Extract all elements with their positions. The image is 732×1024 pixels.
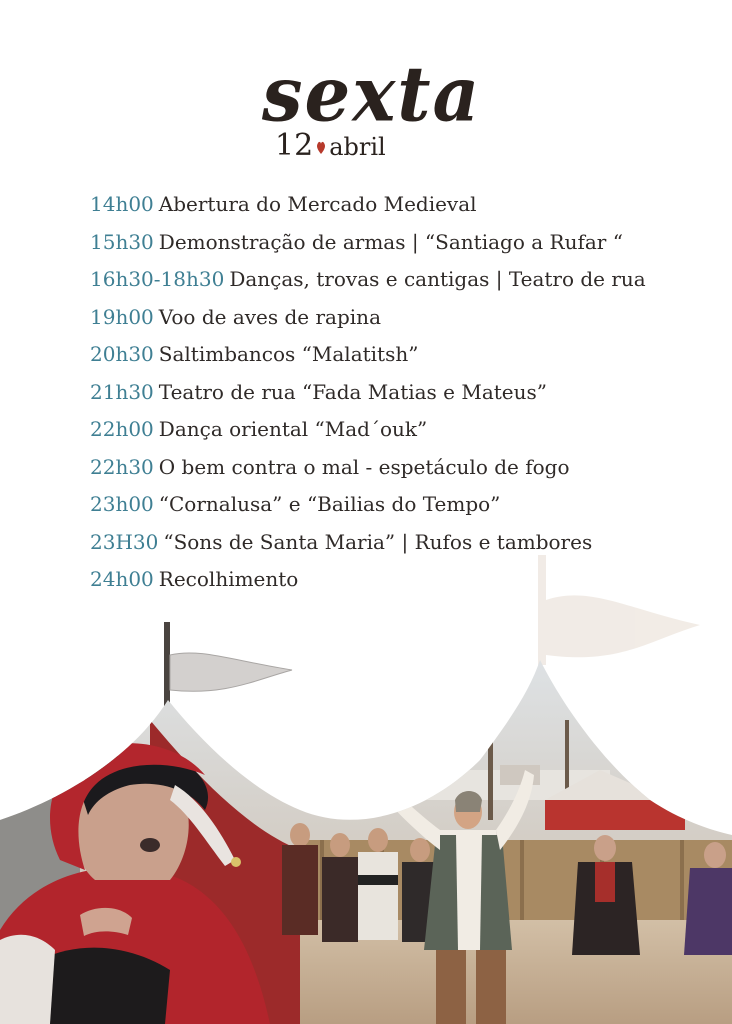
heart-icon xyxy=(316,141,326,155)
event-time: 22h00 xyxy=(90,417,154,441)
event-description: Saltimbancos “Malatitsh” xyxy=(158,342,419,366)
event-time: 22h30 xyxy=(90,454,154,479)
event-description: “Cornalusa” e “Bailias do Tempo” xyxy=(158,492,501,516)
event-description: Voo de aves de rapina xyxy=(158,304,381,329)
day-title: sexta xyxy=(262,48,482,139)
schedule-row xyxy=(90,411,720,449)
event-description: O bem contra o mal - espetáculo de fogo xyxy=(158,454,570,479)
date-number: 12 xyxy=(275,128,314,163)
schedule-row xyxy=(90,486,720,524)
event-time: 21h30 xyxy=(90,379,154,404)
event-time: 16h30-18h30 xyxy=(90,267,225,291)
event-time: 20h30 xyxy=(90,342,154,366)
schedule-row xyxy=(90,374,720,412)
date-row xyxy=(275,128,386,163)
schedule-row xyxy=(90,449,720,487)
schedule-row xyxy=(90,336,720,374)
event-description: “Sons de Santa Maria” | Rufos e tambores xyxy=(163,529,593,554)
event-time: 15h30 xyxy=(90,229,154,254)
date-month: abril xyxy=(329,133,386,161)
event-description: Danças, trovas e cantigas | Teatro de rua xyxy=(229,267,646,291)
background-flag xyxy=(538,555,700,665)
event-time: 24h00 xyxy=(90,567,154,591)
schedule-row xyxy=(90,299,720,337)
event-description: Demonstração de armas | “Santiago a Rufar “ xyxy=(158,229,623,254)
schedule-row xyxy=(90,261,720,299)
event-time: 14h00 xyxy=(90,192,154,216)
schedule-list xyxy=(90,186,720,599)
schedule-row xyxy=(90,224,720,262)
festival-photo xyxy=(0,540,732,1024)
event-time: 23H30 xyxy=(90,529,159,554)
event-time: 19h00 xyxy=(90,304,154,329)
event-description: Abertura do Mercado Medieval xyxy=(158,192,477,216)
event-description: Recolhimento xyxy=(158,567,299,591)
event-time: 23h00 xyxy=(90,492,154,516)
event-description: Teatro de rua “Fada Matias e Mateus” xyxy=(158,379,548,404)
schedule-row xyxy=(90,186,720,224)
header xyxy=(0,28,732,163)
event-description: Dança oriental “Mad´ouk” xyxy=(158,417,428,441)
tent-flag xyxy=(164,622,292,712)
